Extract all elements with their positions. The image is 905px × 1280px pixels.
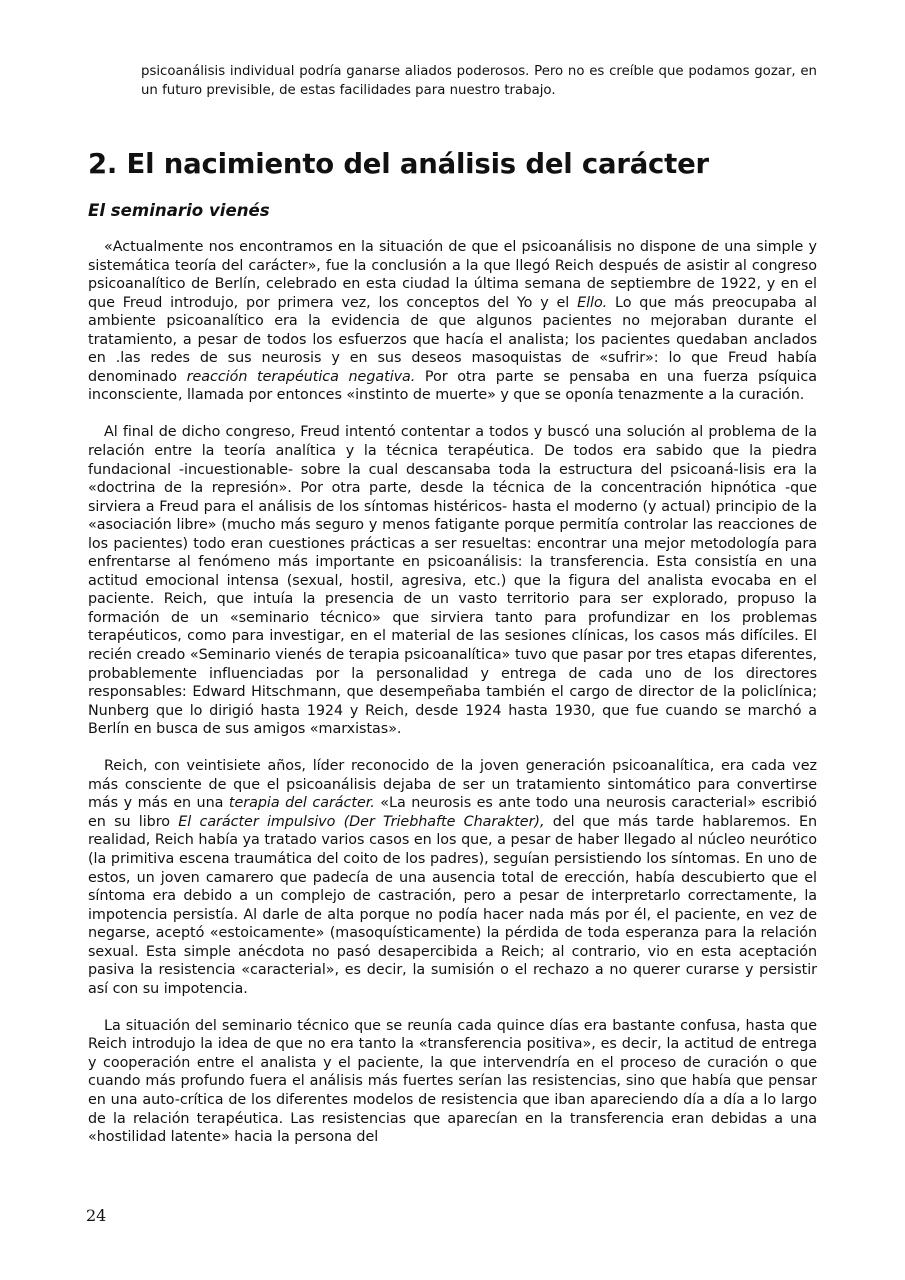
paragraph-2: Al final de dicho congreso, Freud intentó contentar a todos y buscó una solución al problema de la relación entre la teoría analítica y la técnica terapéutica. De todos era sabido que la piedra fundacional -incuestionable- sobre la cual descansaba toda la estructura del psicoaná-lisis era la «doctrina de la represión». Por otra parte, desde la técnica de la concentración hipnótica -que sirviera a Freud para el análisis de los síntomas histéricos- hasta el moderno (y actual) principio de la «asociación libre» (mucho más seguro y menos fatigante porque permitía controlar las reacciones de los pacientes) todo eran cuestiones prácticas a ser resueltas: encontrar una mejor metodología para enfrentarse al fenómeno más importante en psicoanálisis: la transferencia. Esta consistía en una actitud emocional intensa (sexual, hostil, agresiva, etc.) que la figura del analista evocaba en el paciente. Reich, que intuía la presencia de un vasto territorio para ser explorado, propuso la formación de un «seminario técnico» que sirviera tanto para profundizar en los problemas terapéuticos, como para investigar, en el material de las sesiones clínicas, los casos más difíciles. El recién creado «Seminario vienés de terapia psicoanalítica» tuvo que pasar por tres etapas diferentes, probablemente influenciadas por la personalidad y entrega de cada uno de los directores responsables: Edward Hitschmann, que desempeñaba también el cargo de director de la policlínica; Nunberg que lo dirigió hasta 1924 y Reich, desde 1924 hasta 1930, que fue cuando se marchó a Berlín en busca de sus amigos «marxistas».	[88, 424, 817, 738]
paragraph-1	[88, 238, 817, 405]
paragraph-1-text-c: Lo que más preocupaba al ambiente psicoanalítico era la evidencia de que algunos pacientes no mejoraban durante el tratamiento, a pesar de todos los esfuerzos que hacía el analista; los pacientes quedaban anclados en .las redes de sus neurosis y en sus deseos masoquistas de «sufrir»: lo que Freud había denominado	[88, 294, 817, 385]
paragraph-3-text-c: «La neurosis es ante todo una neurosis caracterial» escribió en su libro	[88, 795, 817, 830]
paragraph-1-italic-reaccion: reacción terapéutica negativa.	[186, 368, 416, 385]
page-number: 24	[86, 1206, 107, 1225]
paragraph-3-italic-terapia: terapia del carácter.	[228, 795, 375, 812]
paragraph-3-text-e: del que más tarde hablaremos. En realidad, Reich había ya tratado varios casos en los que, a pesar de haber llegado al núcleo neurótico (la primitiva escena traumática del coito de los padres), seguían persistiendo los síntomas. En uno de estos, un joven camarero que padecía de una ausencia total de erección, había descubierto que el síntoma era debido a un complejo de castración, pero a pesar de interpretarlo correctamente, la impotencia persistía. Al darle de alta porque no podía hacer nada más por él, el paciente, en vez de negarse, aceptó «estoicamente» (masoquísticamente) la pérdida de toda esperanza para la relación sexual. Esta simple anécdota no pasó desapercibida a Reich; al contrario, vio en esta aceptación pasiva la resistencia «caracterial», es decir, la sumisión o el rechazo a no querer curarse y persistir así con su impotencia.	[88, 813, 818, 997]
paragraph-3-text-a: Reich, con veintisiete años, líder reconocido de la joven generación psicoanalítica, era cada vez más consciente de que el psicoanálisis dejaba de ser un tratamiento sintomático para convertirse más y más en una	[88, 758, 817, 812]
paragraph-3	[88, 757, 817, 998]
paragraph-1-text-e: Por otra parte se pensaba en una fuerza psíquica inconsciente, llamada por entonces «instinto de muerte» y que se oponía tenazmente a la curación.	[88, 368, 817, 404]
paragraph-4: La situación del seminario técnico que se reunía cada quince días era bastante confusa, hasta que Reich introdujo la idea de que no era tanto la «transferencia positiva», es decir, la actitud de entrega y cooperación entre el analista y el paciente, la que intervendría en el proceso de curación o que cuando más profundo fuera el análisis más fuertes serían las resistencias, sino que había que pensar en una auto-crítica de los diferentes modelos de resistencia que iban apareciendo día a día a lo largo de la relación terapéutica. Las resistencias que aparecían en la transferencia eran debidas a una «hostilidad latente» hacia la persona del	[88, 1017, 817, 1146]
quote-continuation: psicoanálisis individual podría ganarse aliados poderosos. Pero no es creíble que podamos gozar, en un futuro previsible, de estas facilidades para nuestro trabajo.	[141, 64, 817, 98]
paragraph-1-italic-ello: Ello.	[577, 294, 608, 311]
paragraph-1-text-a: «Actualmente nos encontramos en la situación de que el psicoanálisis no dispone de una simple y sistemática teoría del carácter», fue la conclusión a la que llegó Reich después de asistir al congreso psicoanalítico de Berlín, celebrado en esta ciudad la última semana de septiembre de 1922, y en el que Freud introdujo, por primera vez, los conceptos del Yo y el	[88, 239, 817, 311]
paragraph-3-italic-book-title: El carácter impulsivo (Der Triebhafte Charakter),	[178, 813, 545, 830]
chapter-title: 2. El nacimiento del análisis del carácter	[88, 148, 709, 180]
section-title: El seminario vienés	[88, 201, 270, 220]
body-text	[88, 238, 817, 1165]
